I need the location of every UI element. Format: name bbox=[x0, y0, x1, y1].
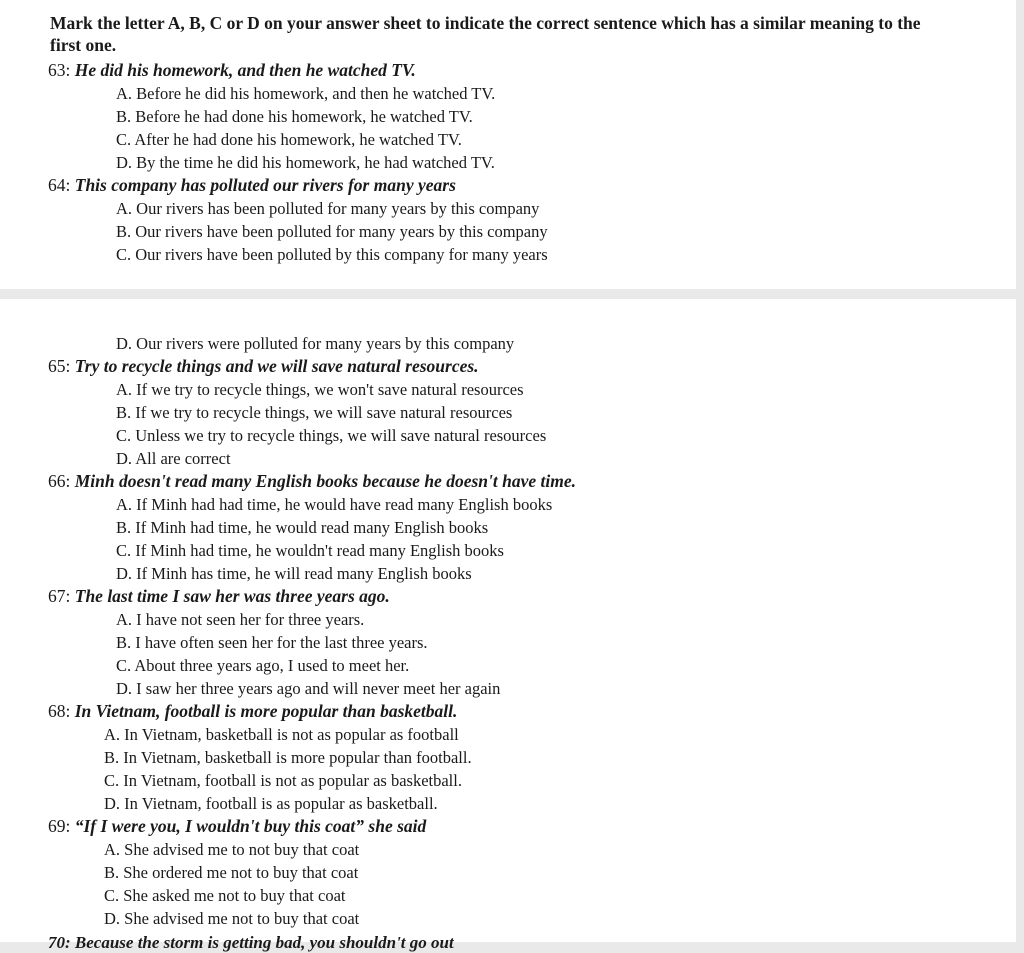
option-b[interactable]: B. Before he had done his homework, he watched TV. bbox=[116, 107, 473, 126]
question-text: This company has polluted our rivers for many years bbox=[74, 175, 456, 195]
question-stem bbox=[48, 815, 576, 838]
question-text: Try to recycle things and we will save natural resources. bbox=[74, 356, 479, 376]
question-number: 68: bbox=[48, 701, 71, 721]
option-b[interactable]: B. I have often seen her for the last three years. bbox=[116, 633, 428, 652]
question-text: He did his homework, and then he watched TV. bbox=[74, 60, 416, 80]
question-number: 63: bbox=[48, 60, 71, 80]
question-66 bbox=[48, 470, 576, 585]
option-c[interactable]: C. Unless we try to recycle things, we will save natural resources bbox=[116, 426, 547, 445]
question-number: 65: bbox=[48, 356, 71, 376]
option-a[interactable]: A. I have not seen her for three years. bbox=[116, 610, 365, 629]
question-67 bbox=[48, 585, 576, 700]
option-a[interactable]: A. Our rivers has been polluted for many years by this company bbox=[116, 199, 540, 218]
question-68 bbox=[48, 700, 576, 815]
question-text: Minh doesn't read many English books because he doesn't have time. bbox=[74, 471, 576, 491]
instruction-text: Mark the letter A, B, C or D on your answer sheet to indicate the correct sentence which has a similar meaning to the first one. bbox=[50, 13, 921, 55]
option-b[interactable]: B. She ordered me not to buy that coat bbox=[104, 863, 359, 882]
option-d[interactable]: D. In Vietnam, football is as popular as basketball. bbox=[104, 794, 438, 813]
option-d[interactable]: D. By the time he did his homework, he had watched TV. bbox=[116, 153, 495, 172]
question-text: The last time I saw her was three years ago. bbox=[74, 586, 390, 606]
option-a[interactable]: A. If Minh had had time, he would have read many English books bbox=[116, 495, 553, 514]
option-d-q64[interactable]: D. Our rivers were polluted for many years by this company bbox=[116, 334, 515, 353]
question-stem bbox=[48, 470, 576, 493]
page-bottom bbox=[0, 299, 1016, 942]
question-stem bbox=[48, 585, 576, 608]
question-69 bbox=[48, 815, 576, 930]
question-number: 64: bbox=[48, 175, 71, 195]
option-c[interactable]: C. About three years ago, I used to meet her. bbox=[116, 656, 410, 675]
option-c[interactable]: C. In Vietnam, football is not as popular as basketball. bbox=[104, 771, 462, 790]
question-number: 66: bbox=[48, 471, 71, 491]
option-b[interactable]: B. Our rivers have been polluted for many years by this company bbox=[116, 222, 548, 241]
question-70-cut-off: 70: Because the storm is getting bad, you shouldn't go out bbox=[48, 933, 454, 952]
question-stem bbox=[48, 59, 495, 82]
question-text: In Vietnam, football is more popular than basketball. bbox=[74, 701, 458, 721]
question-stem bbox=[48, 355, 576, 378]
question-number: 67: bbox=[48, 586, 71, 606]
question-text: “If I were you, I wouldn't buy this coat” she said bbox=[74, 816, 427, 836]
option-c[interactable]: C. If Minh had time, he wouldn't read many English books bbox=[116, 541, 504, 560]
option-b[interactable]: B. In Vietnam, basketball is more popular than football. bbox=[104, 748, 472, 767]
option-d[interactable]: D. If Minh has time, he will read many English books bbox=[116, 564, 472, 583]
option-c[interactable]: C. Our rivers have been polluted by this company for many years bbox=[116, 245, 548, 264]
option-b[interactable]: B. If we try to recycle things, we will save natural resources bbox=[116, 403, 513, 422]
option-d[interactable]: D. She advised me not to buy that coat bbox=[104, 909, 360, 928]
option-a[interactable]: A. She advised me to not buy that coat bbox=[104, 840, 360, 859]
option-c[interactable]: C. After he had done his homework, he watched TV. bbox=[116, 130, 462, 149]
question-content bbox=[48, 332, 576, 930]
option-d[interactable]: D. I saw her three years ago and will never meet her again bbox=[116, 679, 501, 698]
option-b[interactable]: B. If Minh had time, he would read many English books bbox=[116, 518, 489, 537]
question-stem bbox=[48, 700, 576, 723]
option-a[interactable]: A. If we try to recycle things, we won't save natural resources bbox=[116, 380, 524, 399]
option-d[interactable]: D. All are correct bbox=[116, 449, 231, 468]
option-c[interactable]: C. She asked me not to buy that coat bbox=[104, 886, 346, 905]
question-63 bbox=[48, 59, 495, 174]
question-64 bbox=[48, 174, 548, 266]
question-number: 69: bbox=[48, 816, 71, 836]
question-65 bbox=[48, 355, 576, 470]
option-a[interactable]: A. In Vietnam, basketball is not as popular as football bbox=[104, 725, 459, 744]
page-top bbox=[0, 0, 1016, 289]
option-a[interactable]: A. Before he did his homework, and then he watched TV. bbox=[116, 84, 496, 103]
question-stem bbox=[48, 174, 548, 197]
